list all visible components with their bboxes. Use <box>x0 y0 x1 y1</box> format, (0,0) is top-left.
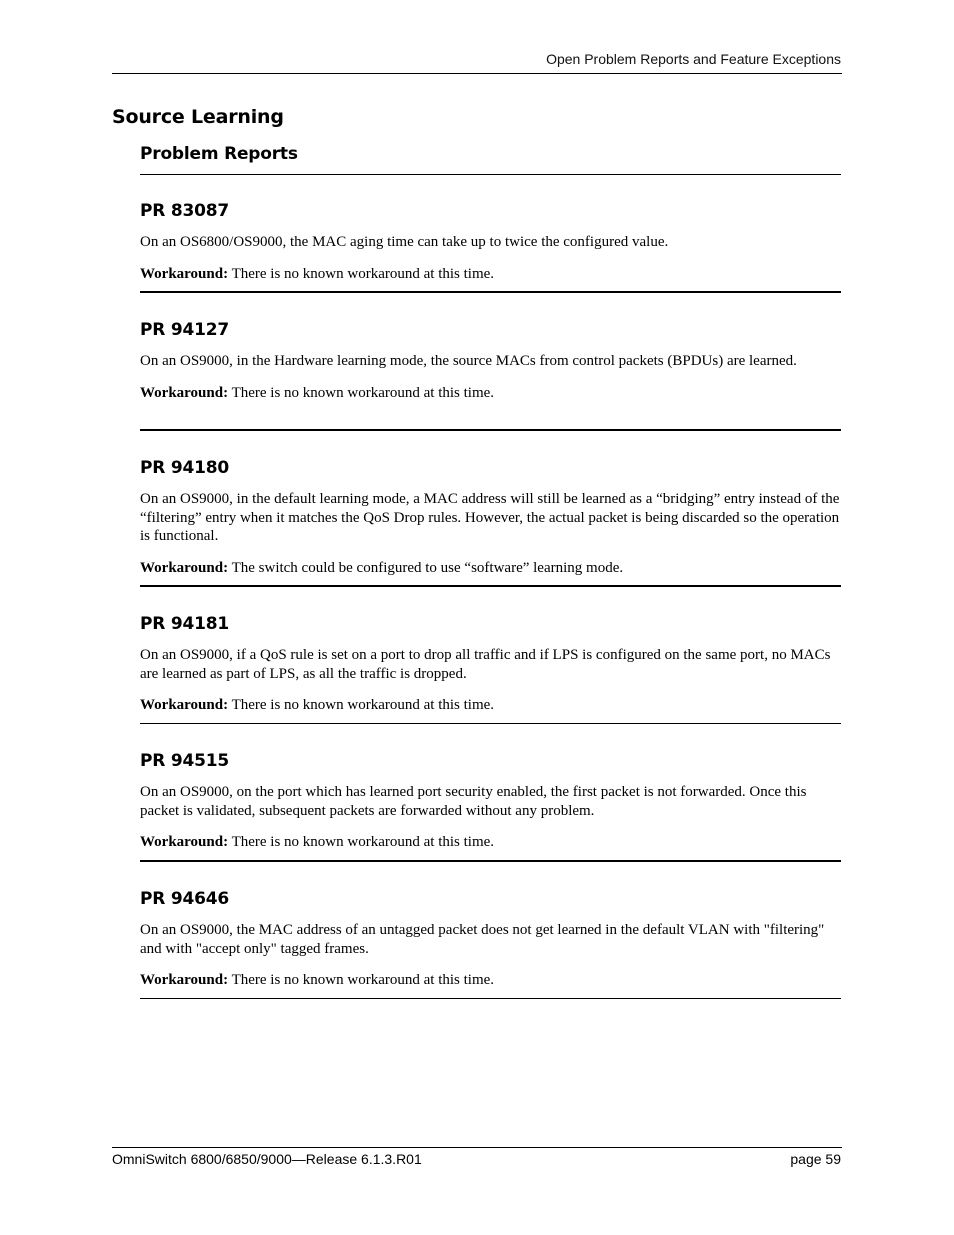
page-number: page 59 <box>790 1151 841 1167</box>
workaround-text: There is no known workaround at this time. <box>231 265 495 282</box>
subsection-divider <box>140 174 841 175</box>
pr-workaround <box>140 559 841 578</box>
problem-report <box>140 751 841 852</box>
problem-report <box>140 889 841 990</box>
pr-description: On an OS9000, in the Hardware learning mode, the source MACs from control packets (BPDUs) are learned. <box>140 353 797 369</box>
report-divider <box>140 585 841 587</box>
workaround-label: Workaround: <box>140 972 229 988</box>
workaround-text: There is no known workaround at this time. <box>231 384 495 401</box>
header-divider <box>112 73 842 74</box>
problem-report <box>140 614 841 715</box>
pr-id: PR 94180 <box>140 458 230 478</box>
workaround-label: Workaround: <box>140 697 229 713</box>
workaround-label: Workaround: <box>140 559 229 576</box>
workaround-label: Workaround: <box>140 834 229 850</box>
report-divider <box>140 723 841 724</box>
report-divider <box>140 860 841 862</box>
pr-description: On an OS9000, on the port which has learned port security enabled, the first packet is not forwarded. Once this packet is validated, subsequent packets are forwarded without any problem. <box>140 784 807 819</box>
workaround-text: There is no known workaround at this time. <box>231 697 495 713</box>
pr-id: PR 94646 <box>140 889 230 909</box>
pr-description: On an OS9000, the MAC address of an untagged packet does not get learned in the default VLAN with "filtering" and with "accept only" tagged frames. <box>140 922 825 957</box>
report-divider <box>140 998 841 999</box>
problem-report <box>140 320 841 402</box>
problem-report <box>140 458 841 577</box>
workaround-label: Workaround: <box>140 265 229 282</box>
pr-id: PR 83087 <box>140 201 230 221</box>
pr-id: PR 94127 <box>140 320 230 340</box>
pr-description: On an OS9000, in the default learning mode, a MAC address will still be learned as a “bridging” entry instead of the “filtering” entry when it matches the QoS Drop rules. However, the actual packet is being discarded so the operation is functional. <box>140 491 840 544</box>
footer-divider <box>112 1147 842 1148</box>
workaround-label: Workaround: <box>140 384 229 401</box>
footer-product: OmniSwitch 6800/6850/9000—Release 6.1.3.R01 <box>112 1151 422 1167</box>
pr-workaround <box>140 384 841 403</box>
running-header: Open Problem Reports and Feature Exceptions <box>546 51 841 67</box>
pr-workaround <box>140 833 841 852</box>
subsection-title: Problem Reports <box>140 144 298 164</box>
pr-workaround <box>140 696 841 715</box>
pr-id: PR 94515 <box>140 751 230 771</box>
pr-id: PR 94181 <box>140 614 230 634</box>
workaround-text: The switch could be configured to use “software” learning mode. <box>231 559 624 576</box>
report-divider <box>140 429 841 431</box>
workaround-text: There is no known workaround at this time. <box>231 972 495 988</box>
pr-workaround <box>140 971 841 990</box>
pr-description: On an OS9000, if a QoS rule is set on a port to drop all traffic and if LPS is configured on the same port, no MACs are learned as part of LPS, as all the traffic is dropped. <box>140 647 831 682</box>
problem-report <box>140 201 841 283</box>
pr-description: On an OS6800/OS9000, the MAC aging time can take up to twice the configured value. <box>140 234 669 250</box>
workaround-text: There is no known workaround at this time. <box>231 834 495 850</box>
pr-workaround <box>140 265 841 284</box>
report-divider <box>140 291 841 293</box>
section-title: Source Learning <box>112 106 284 128</box>
